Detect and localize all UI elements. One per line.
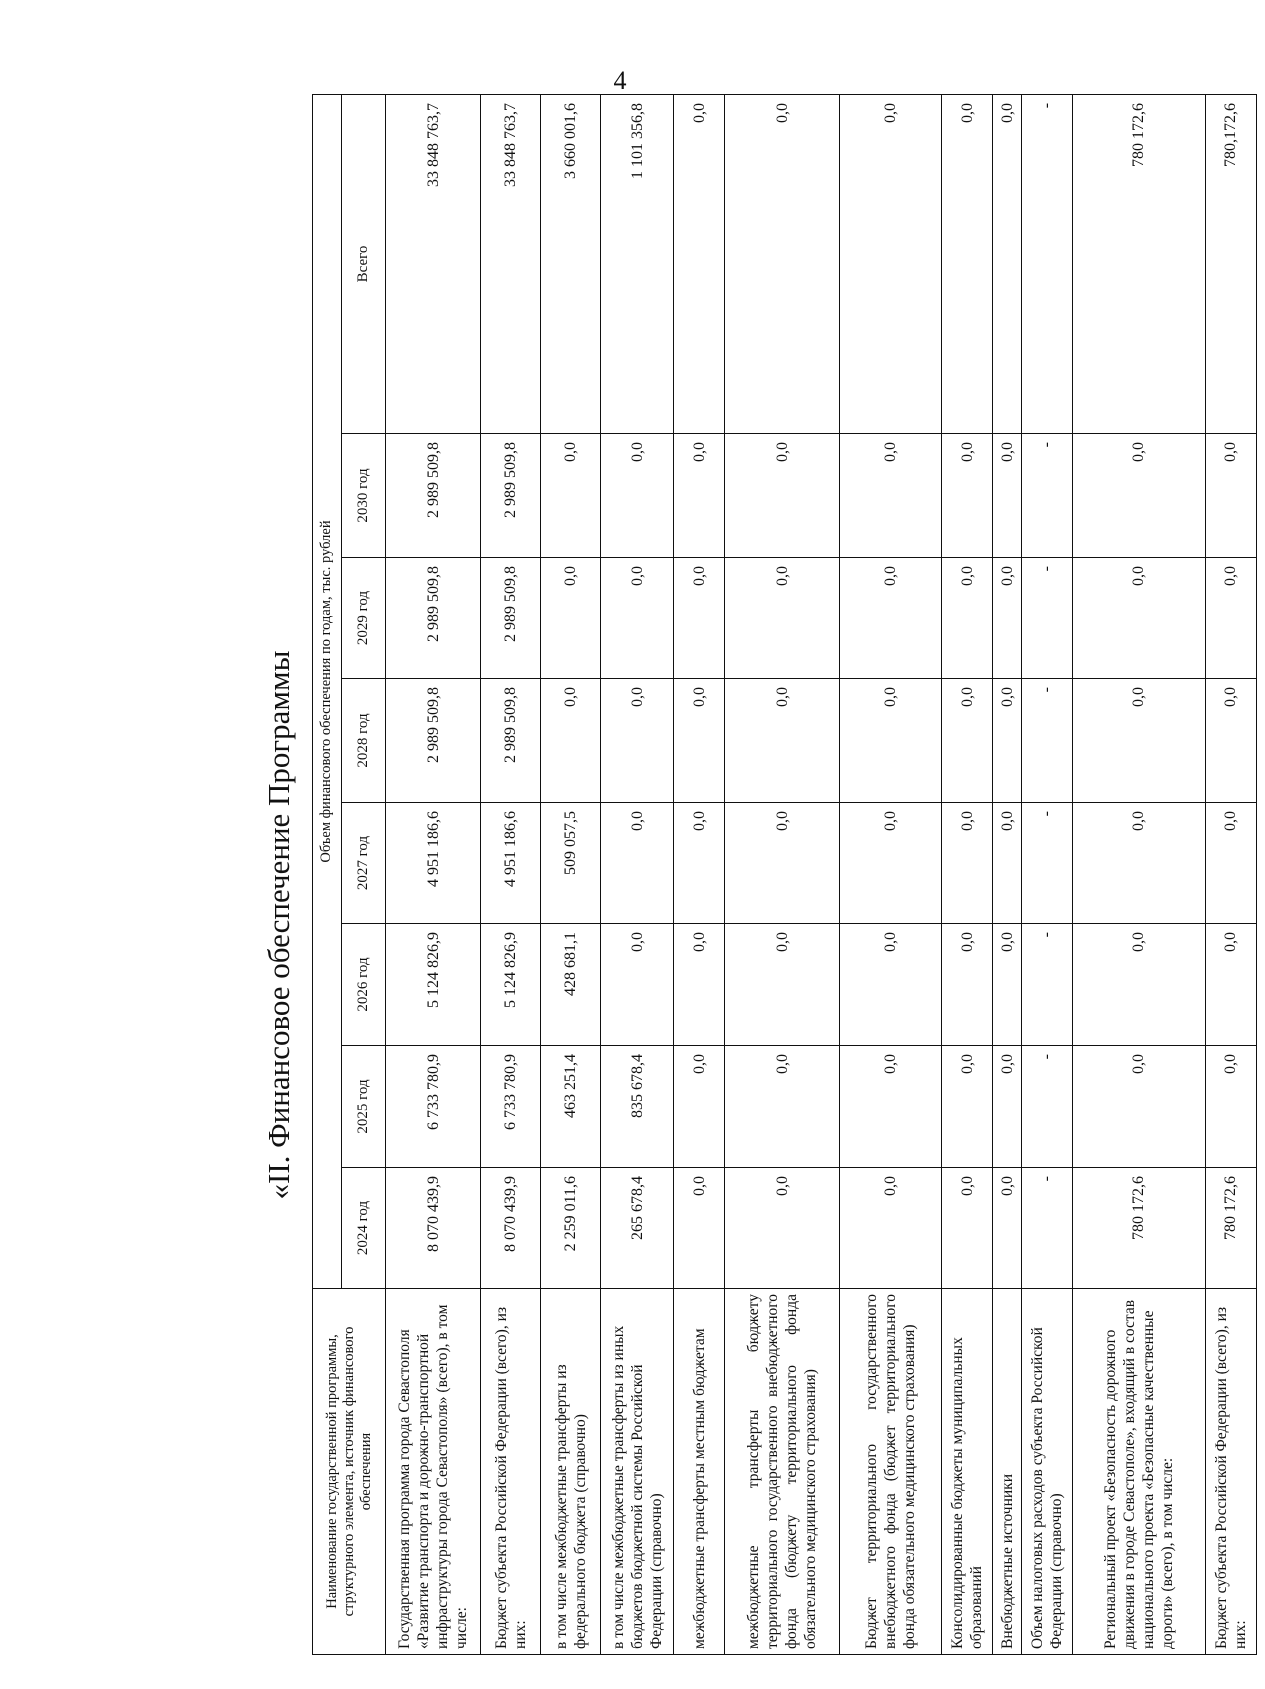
cell-2026: 428 681,1	[541, 924, 601, 1046]
table-row	[725, 94, 840, 1654]
cell-2028: 2 989 509,8	[386, 679, 481, 803]
header-year-2028: 2028 год	[341, 679, 385, 803]
cell-2030: 2 989 509,8	[481, 434, 541, 558]
header-year-2025: 2025 год	[341, 1046, 385, 1168]
cell-2030: 0,0	[601, 434, 674, 558]
row-name: в том числе межбюджетные трансферты из федерального бюджета (справочно)	[541, 1289, 601, 1655]
cell-2030: 0,0	[725, 434, 840, 558]
cell-total: 0,0	[674, 94, 725, 433]
cell-2029: -	[1022, 558, 1073, 679]
cell-total: 3 660 001,6	[541, 94, 601, 433]
cell-2026: -	[1022, 924, 1073, 1046]
cell-2025: 0,0	[840, 1046, 942, 1168]
cell-2026: 0,0	[725, 924, 840, 1046]
cell-2029: 0,0	[674, 558, 725, 679]
header-year-2024: 2024 год	[341, 1168, 385, 1289]
header-group-label: Объем финансового обеспечения по годам, тыс. рублей	[313, 94, 342, 1288]
cell-2028: 2 989 509,8	[481, 679, 541, 803]
cell-2028: 0,0	[1205, 679, 1256, 803]
row-name: межбюджетные трансферты местным бюджетам	[674, 1289, 725, 1655]
cell-2027: 0,0	[601, 803, 674, 924]
cell-2029: 0,0	[942, 558, 993, 679]
cell-2025: 0,0	[993, 1046, 1022, 1168]
header-name-column: Наименование государственной программы, структурного элемента, источник финансового обеспечения	[313, 1289, 386, 1655]
cell-2030: 0,0	[993, 434, 1022, 558]
cell-2024: 780 172,6	[1205, 1168, 1256, 1289]
row-name: Объем налоговых расходов субъекта Российской Федерации (справочно)	[1022, 1289, 1073, 1655]
header-year-2030: 2030 год	[341, 434, 385, 558]
cell-2025: 463 251,4	[541, 1046, 601, 1168]
cell-2029: 0,0	[993, 558, 1022, 679]
cell-2026: 0,0	[942, 924, 993, 1046]
cell-2026: 0,0	[1205, 924, 1256, 1046]
cell-2030: 2 989 509,8	[386, 434, 481, 558]
section-title: «II. Финансовое обеспечение Программы	[261, 650, 296, 1200]
cell-2024: 0,0	[840, 1168, 942, 1289]
cell-2029: 0,0	[840, 558, 942, 679]
cell-2027: 4 951 186,6	[481, 803, 541, 924]
cell-2026: 0,0	[1072, 924, 1205, 1046]
financing-table	[312, 94, 1257, 1655]
cell-2029: 2 989 509,8	[386, 558, 481, 679]
cell-2025: 0,0	[1205, 1046, 1256, 1168]
row-name: Государственная программа города Севастополя «Развитие транспорта и дорожно-транспортной инфраструктуры города Севастополя» (всего), в том числе:	[386, 1289, 481, 1655]
cell-2024: 0,0	[942, 1168, 993, 1289]
table-row	[481, 94, 541, 1654]
cell-2030: 0,0	[541, 434, 601, 558]
cell-2026: 0,0	[993, 924, 1022, 1046]
cell-2027: 0,0	[840, 803, 942, 924]
cell-2030: 0,0	[942, 434, 993, 558]
row-name: Бюджет субъекта Российской Федерации (всего), из них:	[481, 1289, 541, 1655]
table-row	[993, 94, 1022, 1654]
cell-2029: 0,0	[1072, 558, 1205, 679]
table-row	[1072, 94, 1205, 1654]
cell-2024: -	[1022, 1168, 1073, 1289]
cell-2026: 0,0	[840, 924, 942, 1046]
cell-2024: 8 070 439,9	[386, 1168, 481, 1289]
cell-2027: 0,0	[993, 803, 1022, 924]
cell-2027: -	[1022, 803, 1073, 924]
cell-2024: 0,0	[674, 1168, 725, 1289]
cell-2025: 0,0	[942, 1046, 993, 1168]
cell-2024: 780 172,6	[1072, 1168, 1205, 1289]
cell-2029: 0,0	[601, 558, 674, 679]
row-name: Консолидированные бюджеты муниципальных образований	[942, 1289, 993, 1655]
table-row	[942, 94, 993, 1654]
header-year-2026: 2026 год	[341, 924, 385, 1046]
row-name: Бюджет территориального государственного внебюджетного фонда (бюджет территориального фонда обязательного медицинского страхования)	[840, 1289, 942, 1655]
cell-2024: 8 070 439,9	[481, 1168, 541, 1289]
cell-2026: 5 124 826,9	[386, 924, 481, 1046]
cell-2025: 6 733 780,9	[386, 1046, 481, 1168]
cell-2027: 509 057,5	[541, 803, 601, 924]
cell-2030: 0,0	[840, 434, 942, 558]
cell-total: 0,0	[840, 94, 942, 433]
cell-2025: 0,0	[674, 1046, 725, 1168]
cell-2030: 0,0	[1072, 434, 1205, 558]
row-name: в том числе межбюджетные трансферты из иных бюджетов бюджетной системы Российской Федерации (справочно)	[601, 1289, 674, 1655]
cell-total: 0,0	[725, 94, 840, 433]
cell-2027: 0,0	[942, 803, 993, 924]
page-number: 4	[613, 66, 627, 95]
cell-total: 780,172,6	[1205, 94, 1256, 433]
cell-2028: 0,0	[541, 679, 601, 803]
cell-2028: 0,0	[993, 679, 1022, 803]
cell-2027: 0,0	[1072, 803, 1205, 924]
cell-2024: 0,0	[993, 1168, 1022, 1289]
row-name: Бюджет субъекта Российской Федерации (всего), из них:	[1205, 1289, 1256, 1655]
row-name: Внебюджетные источники	[993, 1289, 1022, 1655]
cell-2027: 4 951 186,6	[386, 803, 481, 924]
cell-2028: 0,0	[601, 679, 674, 803]
cell-2029: 0,0	[725, 558, 840, 679]
cell-2024: 0,0	[725, 1168, 840, 1289]
table-row	[840, 94, 942, 1654]
cell-2028: -	[1022, 679, 1073, 803]
cell-2027: 0,0	[725, 803, 840, 924]
table-row	[1022, 94, 1073, 1654]
cell-2028: 0,0	[840, 679, 942, 803]
cell-2025: 6 733 780,9	[481, 1046, 541, 1168]
cell-2025: 0,0	[1072, 1046, 1205, 1168]
cell-2027: 0,0	[1205, 803, 1256, 924]
table-row	[1205, 94, 1256, 1654]
cell-2025: 835 678,4	[601, 1046, 674, 1168]
cell-total: 780 172,6	[1072, 94, 1205, 433]
table-row	[386, 94, 481, 1654]
cell-2028: 0,0	[725, 679, 840, 803]
header-year-2029: 2029 год	[341, 558, 385, 679]
rotated-sheet	[250, 102, 1265, 1655]
cell-2024: 265 678,4	[601, 1168, 674, 1289]
cell-2028: 0,0	[942, 679, 993, 803]
table-row	[674, 94, 725, 1654]
cell-2029: 0,0	[1205, 558, 1256, 679]
cell-total: 0,0	[993, 94, 1022, 433]
table-row	[541, 94, 601, 1654]
cell-2029: 0,0	[541, 558, 601, 679]
cell-2025: 0,0	[725, 1046, 840, 1168]
cell-total: -	[1022, 94, 1073, 433]
header-total: Всего	[341, 94, 385, 433]
cell-2028: 0,0	[1072, 679, 1205, 803]
cell-2030: -	[1022, 434, 1073, 558]
cell-total: 33 848 763,7	[386, 94, 481, 433]
cell-2024: 2 259 011,6	[541, 1168, 601, 1289]
row-name: Региональный проект «Безопасность дорожного движения в городе Севастополе», входящий в состав национального проекта «Безопасные качественные дороги» (всего), в том числе:	[1072, 1289, 1205, 1655]
cell-total: 33 848 763,7	[481, 94, 541, 433]
cell-2026: 5 124 826,9	[481, 924, 541, 1046]
table-row	[601, 94, 674, 1654]
cell-total: 1 101 356,8	[601, 94, 674, 433]
cell-2030: 0,0	[674, 434, 725, 558]
header-year-2027: 2027 год	[341, 803, 385, 924]
row-name: межбюджетные трансферты бюджету территориального государственного внебюджетного фонда (бюджету территориального фонда обязательного медицинского страхования)	[725, 1289, 840, 1655]
cell-2028: 0,0	[674, 679, 725, 803]
cell-2027: 0,0	[674, 803, 725, 924]
cell-2029: 2 989 509,8	[481, 558, 541, 679]
cell-2025: -	[1022, 1046, 1073, 1168]
cell-total: 0,0	[942, 94, 993, 433]
cell-2026: 0,0	[601, 924, 674, 1046]
cell-2030: 0,0	[1205, 434, 1256, 558]
cell-2026: 0,0	[674, 924, 725, 1046]
